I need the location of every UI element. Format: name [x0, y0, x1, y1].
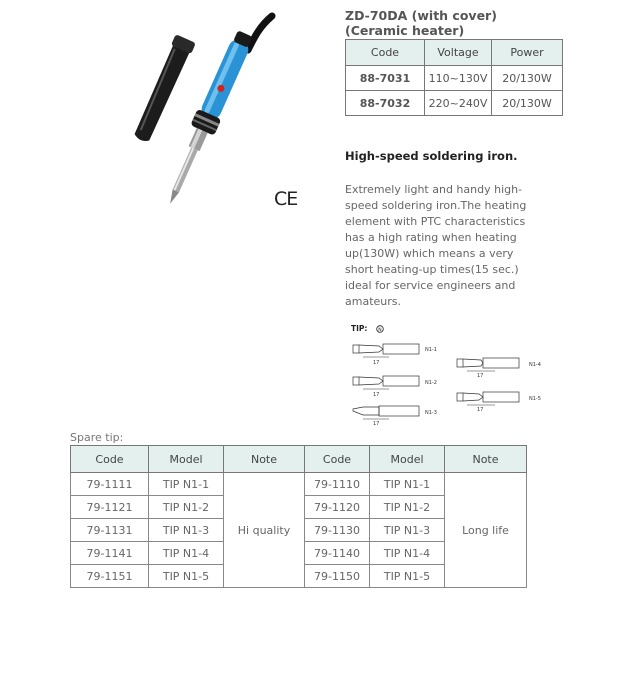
tip-dimension: 17: [373, 421, 380, 427]
tip-dimension: 17: [477, 373, 484, 379]
spec-header-code: Code: [346, 40, 425, 66]
spare-model: TIP N1-3: [149, 519, 224, 542]
tip-dimension: 17: [373, 360, 380, 366]
spec-row: [346, 91, 563, 116]
table-row: [71, 473, 527, 496]
tip-dimension: 17: [477, 407, 484, 413]
spare-code: 79-1121: [71, 496, 149, 519]
tip-label-n1-2: N1-2: [425, 380, 437, 386]
spare-code: 79-1140: [305, 542, 370, 565]
spec-header-power: Power: [492, 40, 563, 66]
spare-model: TIP N1-1: [149, 473, 224, 496]
spare-note-long-life: Long life: [445, 473, 527, 588]
spare-model: TIP N1-3: [370, 519, 445, 542]
product-subtitle: High-speed soldering iron.: [345, 149, 518, 163]
tip-label-n1-5: N1-5: [529, 396, 541, 402]
product-description: Extremely light and handy high-speed soldering iron.The heating element with PTC characteristics has a high rating when heating up(130W) which means a very short heating-up times(15 sec.) ideal for service engineers and amateurs.: [345, 183, 527, 308]
spare-model: TIP N1-5: [370, 565, 445, 588]
spare-tip-label: Spare tip:: [70, 431, 124, 444]
spare-header-note: Note: [445, 446, 527, 473]
spare-header-code: Code: [305, 446, 370, 473]
product-title-line1: ZD-70DA (with cover): [345, 8, 497, 23]
spec-voltage: 110~130V: [425, 66, 492, 91]
spare-code: 79-1130: [305, 519, 370, 542]
spare-code: 79-1141: [71, 542, 149, 565]
spare-code: 79-1120: [305, 496, 370, 519]
tip-n1-2-drawing: [353, 376, 437, 398]
tip-label-n1-3: N1-3: [425, 410, 437, 416]
spec-power: 20/130W: [492, 91, 563, 116]
spec-voltage: 220~240V: [425, 91, 492, 116]
product-title-line2: (Ceramic heater): [345, 23, 465, 38]
spare-code: 79-1151: [71, 565, 149, 588]
tip-n1-5-drawing: [457, 392, 541, 413]
spare-header-row: [71, 446, 527, 473]
tip-dimension: 17: [373, 392, 380, 398]
product-title: [345, 8, 497, 38]
spare-model: TIP N1-1: [370, 473, 445, 496]
spare-model: TIP N1-2: [149, 496, 224, 519]
spare-code: 79-1150: [305, 565, 370, 588]
spare-model: TIP N1-5: [149, 565, 224, 588]
spare-code: 79-1110: [305, 473, 370, 496]
spare-header-model: Model: [149, 446, 224, 473]
ce-mark: CE: [274, 188, 298, 210]
spec-header-voltage: Voltage: [425, 40, 492, 66]
spec-power: 20/130W: [492, 66, 563, 91]
spec-table: [345, 39, 563, 116]
spare-code: 79-1131: [71, 519, 149, 542]
tip-diagram-label: TIP:: [351, 324, 368, 333]
spare-header-note: Note: [224, 446, 305, 473]
svg-text:N: N: [378, 328, 382, 334]
tip-diagram: [349, 321, 561, 427]
spare-model: TIP N1-4: [149, 542, 224, 565]
spare-note-hi-quality: Hi quality: [224, 473, 305, 588]
tip-n1-4-drawing: [457, 358, 541, 379]
spec-code: 88-7032: [346, 91, 425, 116]
tip-n1-1-drawing: [353, 344, 437, 366]
spare-tip-table: [70, 445, 527, 588]
soldering-iron-image: [100, 8, 300, 223]
tip-label-n1-1: N1-1: [425, 347, 437, 353]
spec-code: 88-7031: [346, 66, 425, 91]
spare-model: TIP N1-2: [370, 496, 445, 519]
spec-row: [346, 66, 563, 91]
spare-model: TIP N1-4: [370, 542, 445, 565]
tip-n1-3-drawing: [353, 406, 437, 427]
spec-header-row: [346, 40, 563, 66]
spare-header-model: Model: [370, 446, 445, 473]
spare-header-code: Code: [71, 446, 149, 473]
spare-code: 79-1111: [71, 473, 149, 496]
tip-label-n1-4: N1-4: [529, 362, 541, 368]
